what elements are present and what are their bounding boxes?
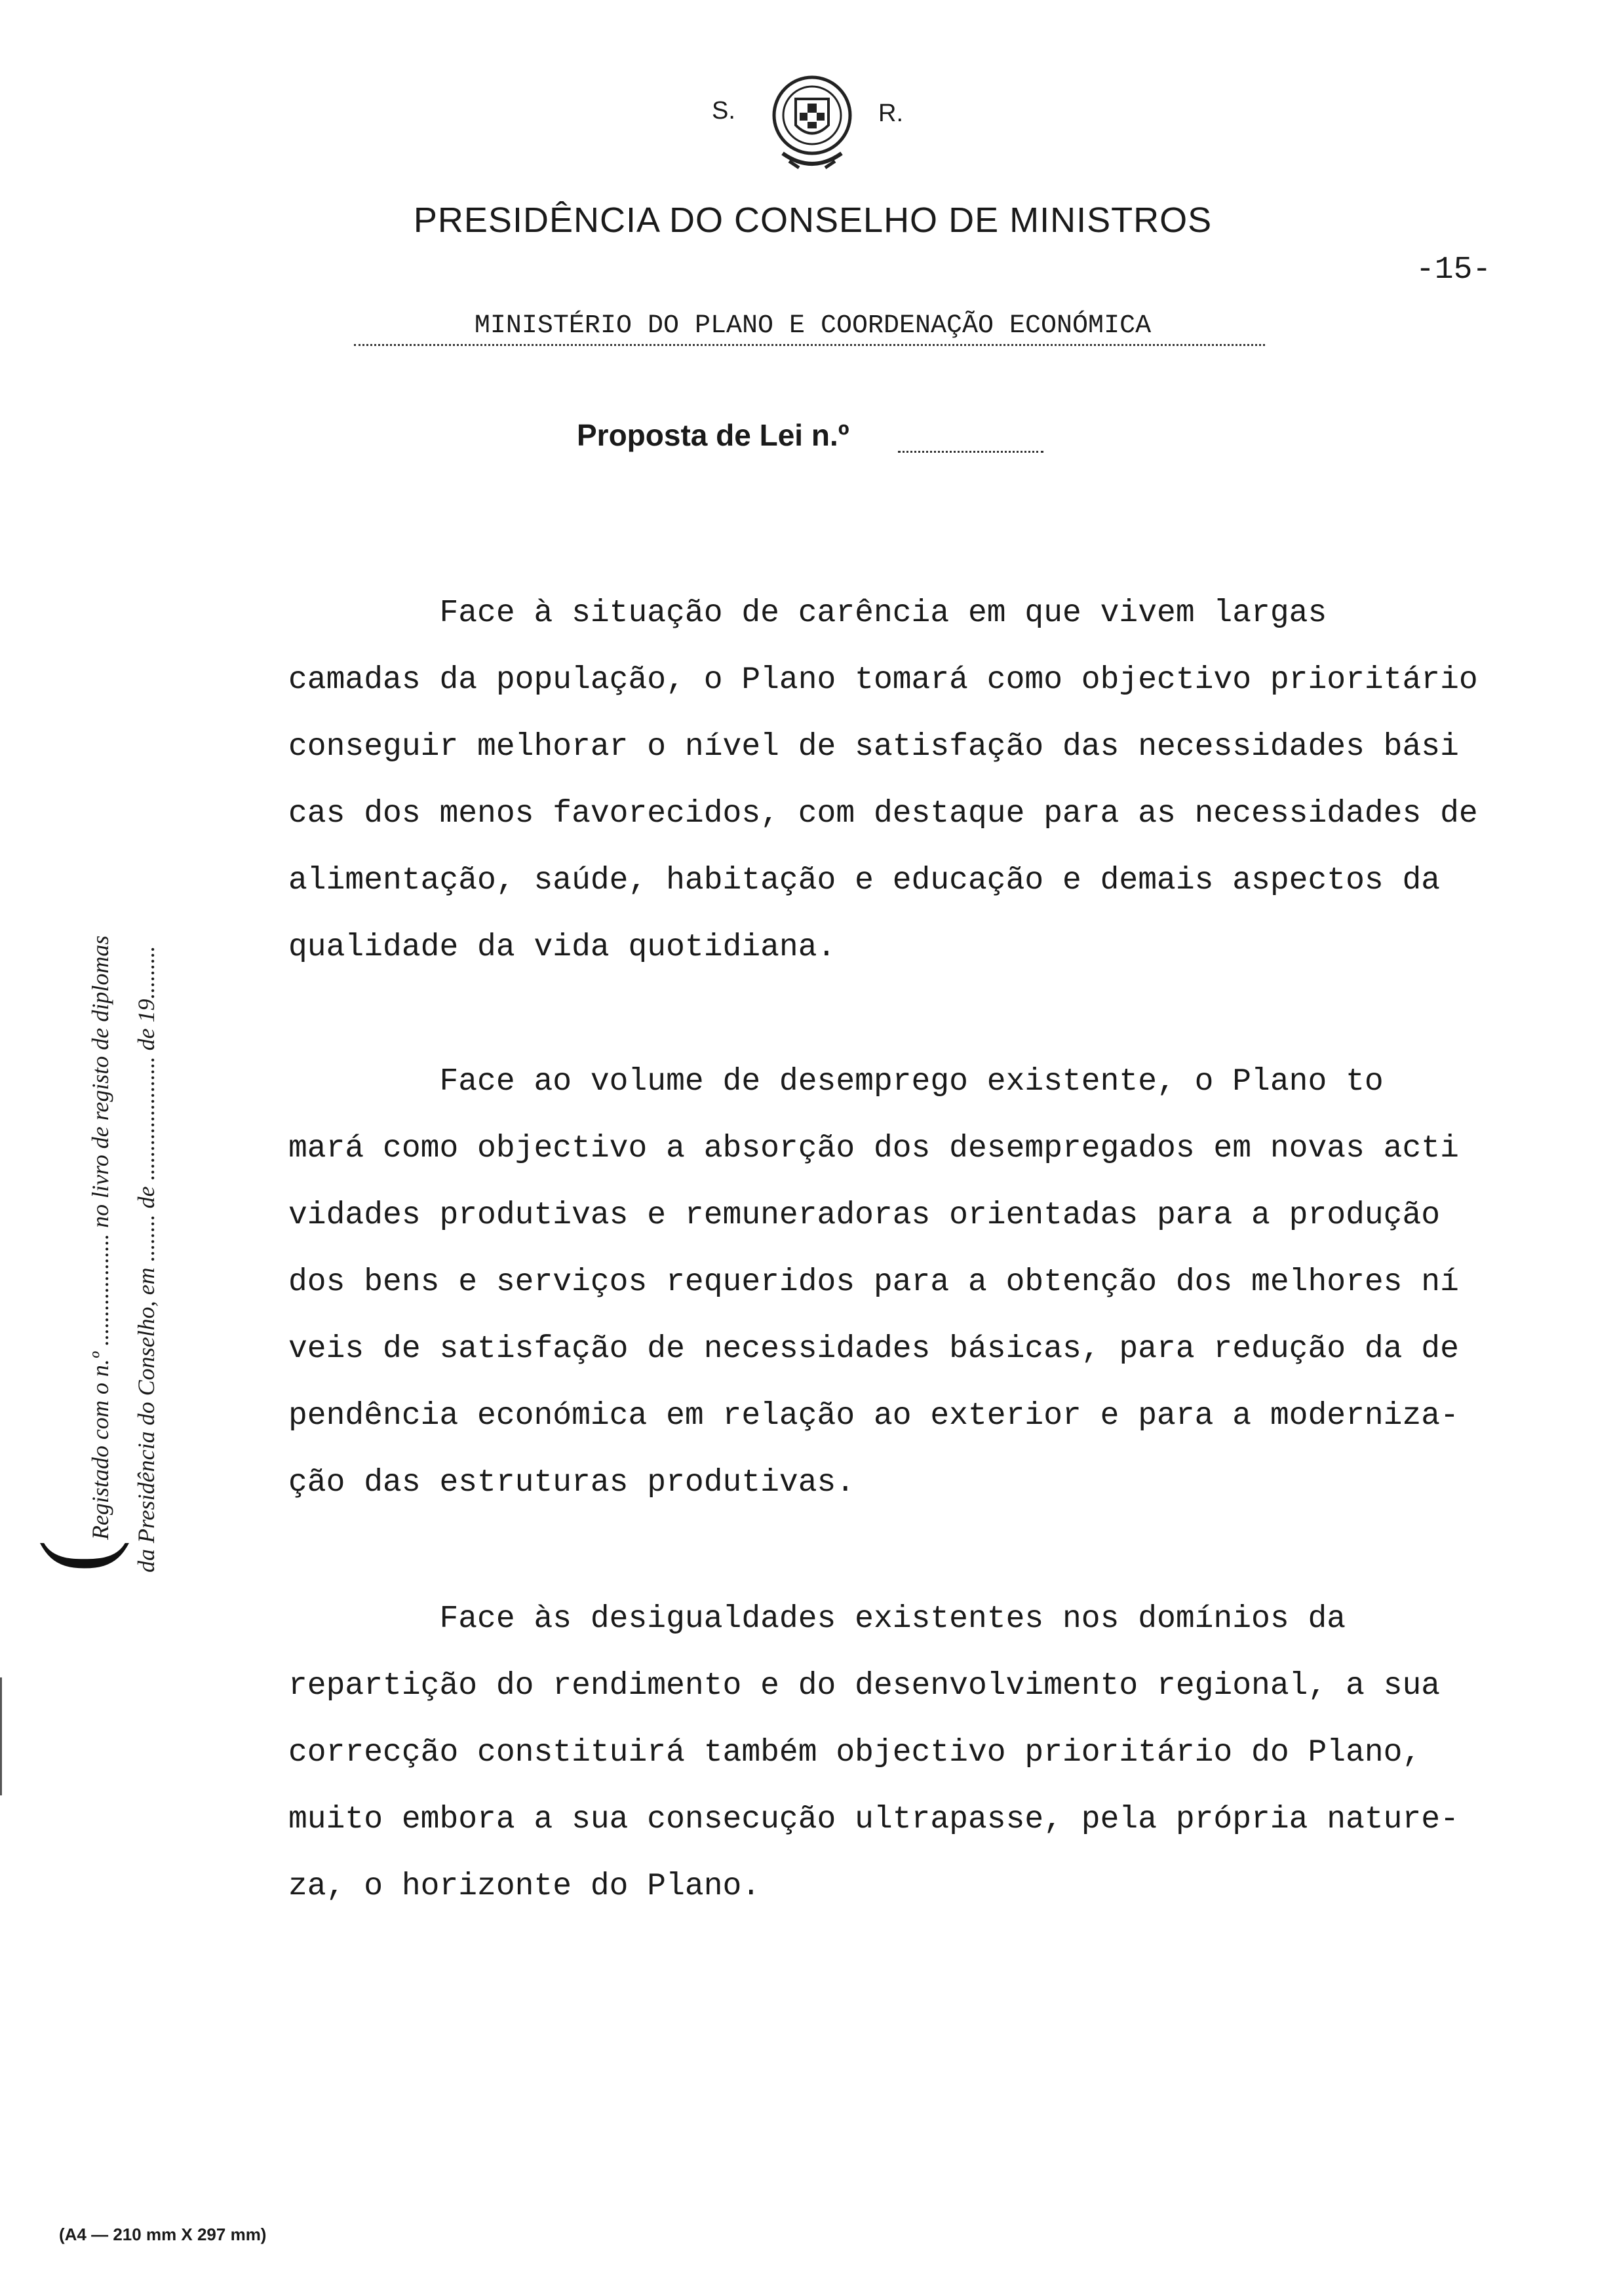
registration-line-1 bbox=[21, 655, 130, 1573]
emblem-letter-s: S. bbox=[712, 97, 735, 124]
paper-size-note: (A4 — 210 mm X 297 mm) bbox=[59, 2225, 267, 2244]
registration-line-2: da Presidência do Conselho, em ........ de ..................... de 19......... bbox=[133, 946, 159, 1573]
council-heading: PRESIDÊNCIA DO CONSELHO DE MINISTROS bbox=[413, 201, 1213, 240]
page-number: -15- bbox=[1416, 252, 1492, 288]
text-line: Face à situação de carência em que vivem largas bbox=[288, 596, 1327, 631]
text-line: camadas da população, o Plano tomará como objectivo prioritário bbox=[288, 662, 1478, 698]
text-line: alimentação, saúde, habitação e educação e demais aspectos da bbox=[288, 863, 1441, 898]
text-line: pendência económica em relação ao exterior e para a moderniza- bbox=[288, 1398, 1459, 1434]
text-line: ção das estruturas produtivas. bbox=[288, 1465, 855, 1501]
registration-margin-note bbox=[21, 655, 169, 1573]
text-line: vidades produtivas e remuneradoras orientadas para a produção bbox=[288, 1198, 1441, 1233]
proposal-label: Proposta de Lei n.º bbox=[577, 418, 849, 452]
paragraph-3 bbox=[288, 1586, 1534, 1920]
text-line: correcção constituirá também objectivo prioritário do Plano, bbox=[288, 1735, 1422, 1770]
text-line: cas dos menos favorecidos, com destaque para as necessidades de bbox=[288, 796, 1478, 832]
text-line: Face ao volume de desemprego existente, o Plano to bbox=[288, 1064, 1384, 1100]
text-line: dos bens e serviços requeridos para a obtenção dos melhores ní bbox=[288, 1265, 1459, 1300]
paragraph-2 bbox=[288, 1048, 1534, 1516]
ministry-heading: MINISTÉRIO DO PLANO E COORDENAÇÃO ECONÓMICA bbox=[474, 311, 1152, 341]
text-line: veis de satisfação de necessidades básicas, para redução da de bbox=[288, 1331, 1459, 1367]
registration-text-1: Registado com o n.º ................... no livro de registo de diplomas bbox=[87, 935, 113, 1540]
bracket-icon: ( bbox=[21, 1540, 130, 1573]
text-line: repartição do rendimento e do desenvolvimento regional, a sua bbox=[288, 1668, 1441, 1704]
page-edge-mark bbox=[0, 1677, 2, 1795]
text-line: muito embora a sua consecução ultrapasse, pela própria nature- bbox=[288, 1802, 1459, 1837]
text-line: Face às desigualdades existentes nos domínios da bbox=[288, 1601, 1346, 1637]
coat-of-arms-icon bbox=[763, 69, 861, 182]
text-line: conseguir melhorar o nível de satisfação das necessidades bási bbox=[288, 729, 1459, 765]
emblem-letter-r: R. bbox=[878, 100, 903, 127]
proposal-number-blank bbox=[898, 451, 1043, 453]
text-line: za, o horizonte do Plano. bbox=[288, 1869, 761, 1904]
text-line: mará como objectivo a absorção dos desempregados em novas acti bbox=[288, 1131, 1459, 1166]
ministry-dotted-line bbox=[354, 344, 1265, 346]
paragraph-1 bbox=[288, 580, 1534, 981]
text-line: qualidade da vida quotidiana. bbox=[288, 930, 836, 965]
